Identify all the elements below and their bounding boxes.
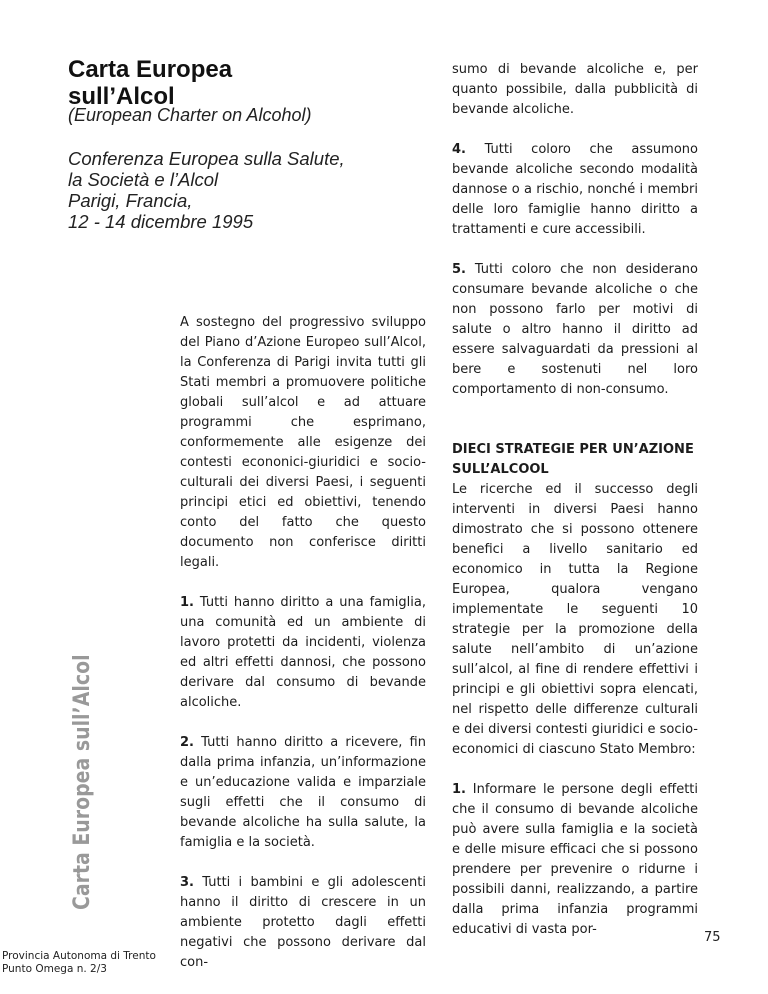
conference-line: 12 - 14 dicembre 1995 xyxy=(68,211,254,232)
title-line-1: Carta Europea xyxy=(68,56,233,83)
side-running-title: Carta Europea sull’Alcol xyxy=(70,654,95,910)
principle-number: 5. xyxy=(452,262,466,277)
principle-text: Tutti hanno diritto a una famiglia, una comunità ed un ambiente di lavoro protetti da incidenti, violenza ed altri effetti dannosi, che possono derivare dal consumo di bevande alcoliche. xyxy=(180,595,426,710)
principle-text: Tutti hanno diritto a ricevere, fin dalla prima infanzia, un’informazione e un’educazione valida e imparziale sugli effetti che il consumo di bevande alcoliche ha sulla salute, la famiglia e la società. xyxy=(180,735,426,850)
principle-5 xyxy=(452,260,698,400)
principle-4 xyxy=(452,140,698,240)
principle-number: 2. xyxy=(180,735,194,750)
title-line-2: sull’Alcol xyxy=(68,83,175,110)
intro-paragraph: A sostegno del progressivo sviluppo del Piano d’Azione Europeo sull’Alcol, la Conferenza di Parigi invita tutti gli Stati membri a promuovere politiche globali sull’alcol e ad attuare programmi che esprimano, conformemente alle esigenze dei contesti econonici-giuridici e socio-culturali dei diversi Paesi, i seguenti principi etici ed obiettivi, tenendo conto del fatto che questo documento non conferisce diritti legali. xyxy=(180,315,426,570)
strategy-text: Informare le persone degli effetti che il consumo di bevande alcoliche può avere sulla famiglia e la società e delle misure efficaci che si possono prendere per prevenire o ridurne i possibili danni, realizzando, a partire dalla prima infanzia programmi educativi di vasta por- xyxy=(452,782,698,937)
footer-issue: Punto Omega n. 2/3 xyxy=(2,963,107,975)
conference-info xyxy=(68,148,345,232)
middle-column xyxy=(180,313,426,993)
principle-1 xyxy=(180,593,426,713)
principle-text: Tutti coloro che non desiderano consumare bevande alcoliche o che non possono farlo per motivi di salute o altro hanno il diritto ad essere salvaguardati da pressioni al bere e sostenuti nel loro comportamento di non-consumo. xyxy=(452,262,698,397)
principle-text: Tutti coloro che assumono bevande alcoliche secondo modalità dannose o a rischio, nonché i membri delle loro famiglie hanno diritto a trattamenti e cure accessibili. xyxy=(452,142,698,237)
page-number: 75 xyxy=(704,930,721,945)
conference-line: Conferenza Europea sulla Salute, xyxy=(68,148,345,169)
strategy-1 xyxy=(452,780,698,940)
strategy-number: 1. xyxy=(452,782,466,797)
principle-text: Tutti i bambini e gli adolescenti hanno il diritto di crescere in un ambiente protetto dagli effetti negativi che possono derivare dal con- xyxy=(180,875,426,970)
document-title xyxy=(68,56,232,110)
document-subtitle: (European Charter on Alcohol) xyxy=(68,105,312,125)
principle-number: 3. xyxy=(180,875,194,890)
principle-number: 4. xyxy=(452,142,466,157)
right-column xyxy=(452,60,698,960)
section-heading: DIECI STRATEGIE PER UN’AZIONE SULL’ALCOOL xyxy=(452,442,694,477)
principle-3-continued: sumo di bevande alcoliche e, per quanto possibile, dalla pubblicità di bevande alcoliche. xyxy=(452,62,698,117)
principle-number: 1. xyxy=(180,595,194,610)
conference-line: la Società e l’Alcol xyxy=(68,169,219,190)
conference-line: Parigi, Francia, xyxy=(68,190,193,211)
principle-3 xyxy=(180,873,426,973)
strategies-intro: Le ricerche ed il successo degli interventi in diversi Paesi hanno dimostrato che si possono ottenere benefici a livello sanitario ed economico in tutta la Regione Europea, qualora vengano implementate le seguenti 10 strategie per la promozione della salute nell’ambito di un’azione sull’alcol, al fine di rendere effettivi i principi e gli obiettivi sopra elencati, nel rispetto delle differenze culturali e dei diversi contesti giuridici e socio-economici di ciascuno Stato Membro: xyxy=(452,482,698,757)
footer xyxy=(2,950,156,976)
principle-2 xyxy=(180,733,426,853)
footer-publisher: Provincia Autonoma di Trento xyxy=(2,950,156,962)
